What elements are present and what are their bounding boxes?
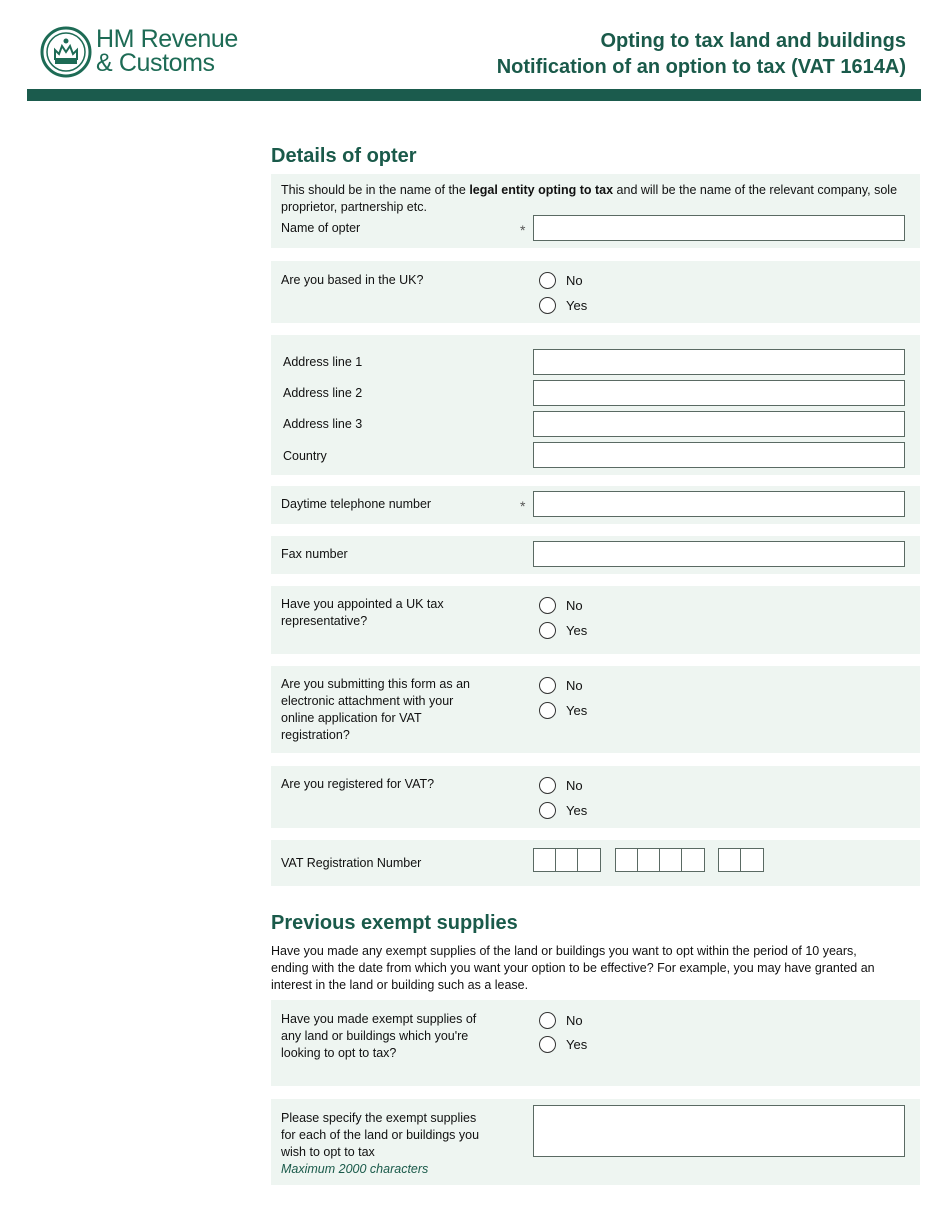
fax-label: Fax number (281, 547, 348, 561)
fax-input[interactable] (533, 541, 905, 567)
vat-digit-input[interactable] (556, 849, 578, 871)
details-intro-text-1: This should be in the name of the (281, 183, 470, 197)
vat-number-panel (271, 840, 920, 886)
vat-registered-no-option[interactable] (539, 776, 583, 794)
form-title-line-2: Notification of an option to tax (VAT 1614A) (496, 56, 906, 78)
address-line-2-label: Address line 2 (283, 386, 363, 400)
vat-digit-input[interactable] (660, 849, 682, 871)
exempt-supplies-question: Have you made exempt supplies of any land or buildings which you're looking to opt to tax? (281, 1012, 477, 1060)
uk-based-yes-option[interactable] (539, 296, 587, 314)
yes-label: Yes (566, 622, 588, 638)
uk-based-question: Are you based in the UK? (281, 273, 424, 287)
vat-digit-input[interactable] (578, 849, 600, 871)
vat-digit-input[interactable] (719, 849, 741, 871)
exempt-specify-panel (271, 1099, 920, 1185)
hmrc-logo (40, 26, 260, 78)
address-line-1-label: Address line 1 (283, 355, 363, 369)
vat-digit-input[interactable] (616, 849, 638, 871)
vat-number-group-2[interactable] (615, 848, 705, 872)
vat-number-group-3[interactable] (718, 848, 764, 872)
uk-based-panel (271, 261, 920, 323)
exempt-yes-option[interactable] (539, 1035, 587, 1053)
max-characters-note: Maximum 2000 characters (281, 1162, 429, 1176)
vat-digit-input[interactable] (741, 849, 763, 871)
exempt-no-option[interactable] (539, 1011, 583, 1029)
crown-crest-icon (40, 26, 92, 78)
radio-circle-icon[interactable] (539, 597, 556, 614)
radio-circle-icon[interactable] (539, 802, 556, 819)
vat-digit-input[interactable] (534, 849, 556, 871)
logo-wordmark (96, 27, 238, 75)
radio-circle-icon[interactable] (539, 702, 556, 719)
phone-panel (271, 486, 920, 524)
electronic-no-option[interactable] (539, 676, 583, 694)
electronic-submission-question: Are you submitting this form as an electronic attachment with your online application for VAT registration? (281, 677, 470, 742)
logo-line-1: HM Revenue (96, 25, 238, 53)
no-label: No (566, 777, 583, 793)
required-marker: * (520, 222, 526, 238)
name-of-opter-label: Name of opter (281, 221, 361, 235)
logo-line-2: & Customs (96, 49, 215, 77)
required-marker: * (520, 498, 526, 514)
details-intro-bold: legal entity opting to tax (469, 183, 614, 197)
address-line-1-input[interactable] (533, 349, 905, 375)
vat-registered-question: Are you registered for VAT? (281, 777, 435, 791)
no-label: No (566, 1012, 583, 1028)
details-intro (281, 182, 911, 216)
address-line-3-label: Address line 3 (283, 417, 363, 431)
exempt-specify-textarea[interactable] (533, 1105, 905, 1157)
vat-registered-panel (271, 766, 920, 828)
vat-number-label: VAT Registration Number (281, 856, 422, 870)
radio-circle-icon[interactable] (539, 677, 556, 694)
address-line-2-input[interactable] (533, 380, 905, 406)
vat-digit-input[interactable] (682, 849, 704, 871)
name-of-opter-input[interactable] (533, 215, 905, 241)
tax-rep-panel (271, 586, 920, 654)
electronic-yes-option[interactable] (539, 701, 587, 719)
no-label: No (566, 597, 583, 613)
yes-label: Yes (566, 802, 588, 818)
previous-exempt-supplies-heading: Previous exempt supplies (271, 912, 518, 934)
details-of-opter-heading: Details of opter (271, 145, 417, 167)
name-of-opter-panel (271, 174, 920, 248)
exempt-supplies-panel (271, 1000, 920, 1086)
radio-circle-icon[interactable] (539, 1036, 556, 1053)
country-label: Country (283, 449, 327, 463)
vat-number-group-1[interactable] (533, 848, 601, 872)
tax-rep-question: Have you appointed a UK tax representative? (281, 597, 444, 628)
radio-circle-icon[interactable] (539, 1012, 556, 1029)
fax-panel (271, 536, 920, 574)
vat-digit-input[interactable] (638, 849, 660, 871)
phone-input[interactable] (533, 491, 905, 517)
form-title (497, 28, 906, 80)
uk-based-no-option[interactable] (539, 271, 583, 289)
yes-label: Yes (566, 297, 588, 313)
address-line-3-input[interactable] (533, 411, 905, 437)
electronic-submission-panel (271, 666, 920, 753)
tax-rep-no-option[interactable] (539, 596, 583, 614)
radio-circle-icon[interactable] (539, 622, 556, 639)
radio-circle-icon[interactable] (539, 777, 556, 794)
details-intro-text-2: and will be the name of the relevant company, sole proprietor, partnership etc. (281, 183, 898, 214)
tax-rep-yes-option[interactable] (539, 621, 587, 639)
form-title-line-1: Opting to tax land and buildings (600, 30, 906, 52)
phone-label: Daytime telephone number (281, 497, 432, 511)
yes-label: Yes (566, 1036, 588, 1052)
yes-label: Yes (566, 702, 588, 718)
radio-circle-icon[interactable] (539, 272, 556, 289)
exempt-specify-text: Please specify the exempt supplies for each of the land or buildings you wish to opt to tax (281, 1111, 480, 1159)
no-label: No (566, 677, 583, 693)
vat-registered-yes-option[interactable] (539, 801, 587, 819)
country-input[interactable] (533, 442, 905, 468)
exempt-specify-label (281, 1110, 491, 1178)
header-divider-bar (27, 89, 921, 101)
exempt-supplies-intro: Have you made any exempt supplies of the land or buildings you want to opt within the period of 10 years, ending with the date from which you want your option to be effective? For example, you may have granted an interest in the land or building such as a lease. (271, 944, 875, 992)
no-label: No (566, 272, 583, 288)
radio-circle-icon[interactable] (539, 297, 556, 314)
address-panel (271, 335, 920, 475)
